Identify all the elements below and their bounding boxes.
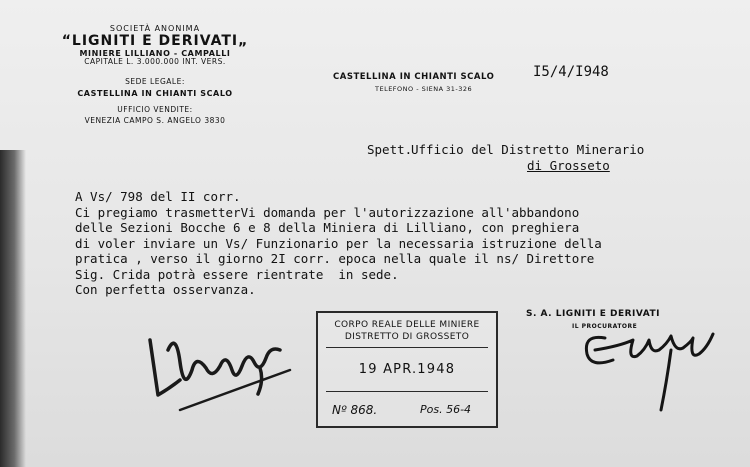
letterhead	[20, 24, 290, 125]
signature-role: IL PROCURATORE	[572, 323, 638, 330]
body-line: pratica , verso il giorno 2I corr. epoca nella quale il ns/ Direttore	[75, 251, 595, 266]
company-name: “LIGNITI E DERIVATI„	[61, 33, 249, 50]
letter-body	[75, 189, 602, 298]
registry-stamp	[316, 311, 498, 428]
body-line: Con perfetta osservanza.	[75, 282, 256, 297]
stamp-divider	[326, 347, 488, 348]
page-shadow-edge	[0, 150, 26, 467]
company-capital: CAPITALE L. 3.000.000 INT. VERS.	[84, 57, 226, 67]
sender-phone: TELEFONO - SIENA 31-326	[375, 85, 473, 93]
sales-office: VENEZIA CAMPO S. ANGELO 3830	[84, 115, 226, 125]
stamp-title-line-2: DISTRETTO DI GROSSETO	[344, 332, 470, 342]
signature-company: S. A. LIGNITI E DERIVATI	[526, 309, 660, 319]
stamp-title-line-1: CORPO REALE DELLE MINIERE	[334, 320, 480, 330]
recipient-line-2: di Grosseto	[527, 158, 610, 173]
stamp-number: Nº 868.	[332, 403, 378, 417]
legal-seat: CASTELLINA IN CHIANTI SCALO	[77, 88, 233, 98]
recipient-salutation: Spett.	[367, 142, 413, 157]
legal-seat-label: SEDE LEGALE:	[125, 77, 185, 87]
sender-place: CASTELLINA IN CHIANTI SCALO	[333, 72, 495, 82]
body-line: Ci pregiamo trasmetterVi domanda per l'autorizzazione all'abbandono	[75, 204, 580, 220]
body-line: di voler inviare un Vs/ Funzionario per la necessaria istruzione della	[75, 235, 602, 251]
company-mines: MINIERE LILLIANO - CAMPALLI	[79, 49, 231, 59]
sales-office-label: UFFICIO VENDITE:	[117, 104, 193, 114]
handwritten-signature-left	[140, 310, 305, 420]
stamp-divider	[326, 391, 488, 392]
handwritten-signature-right	[575, 320, 725, 415]
body-line: A Vs/ 798 del II corr.	[75, 189, 241, 204]
company-type: SOCIETÀ ANONIMA	[109, 24, 201, 33]
body-line: Sig. Crida potrà essere rientrate in sede.	[75, 266, 399, 282]
recipient-line-1: Ufficio del Distretto Minerario	[411, 142, 645, 157]
stamp-position: Pos. 56-4	[420, 403, 472, 416]
stamp-date: 19 APR.1948	[358, 362, 456, 377]
body-line: delle Sezioni Bocche 6 e 8 della Miniera di Lilliano, con preghiera	[75, 220, 580, 235]
letter-date: I5/4/I948	[533, 64, 609, 80]
